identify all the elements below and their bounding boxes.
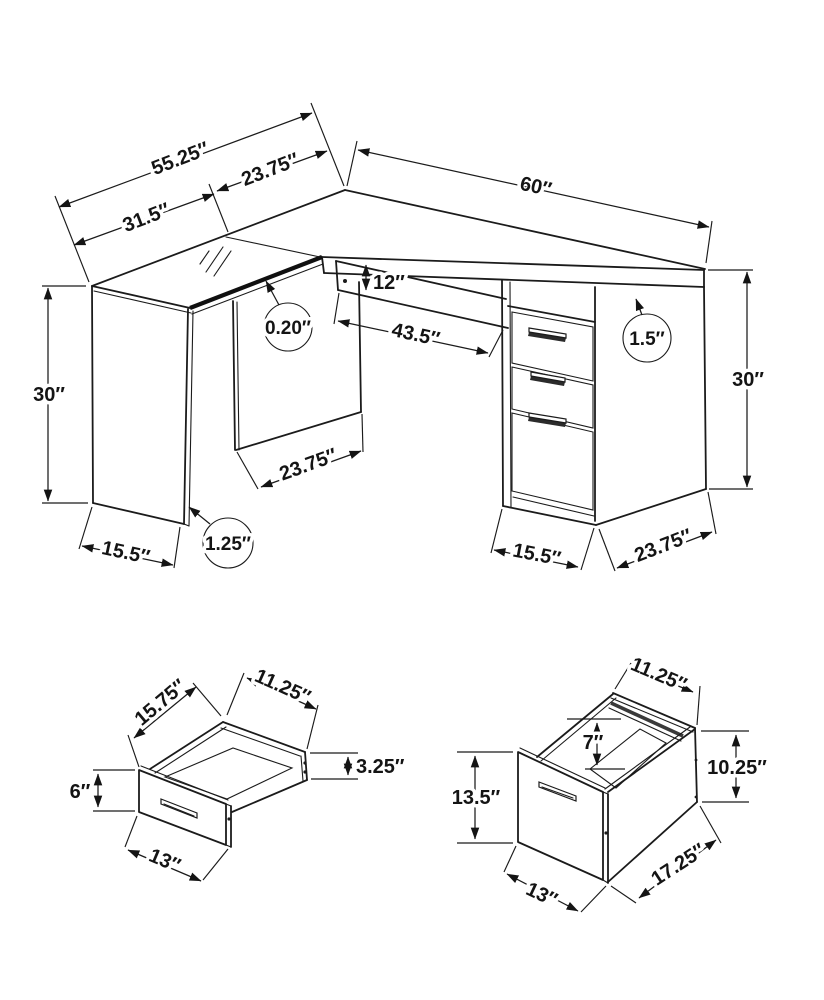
dim-small-drawer-front-width: 13″ (145, 844, 184, 878)
dim-desk-top-total: 55.25″ (148, 137, 213, 180)
dim-small-drawer-depth: 15.75″ (130, 675, 191, 731)
dim-small-drawer-side-height: 3.25″ (356, 756, 405, 778)
dim-desk-corner-section: 23.75″ (238, 148, 303, 191)
dim-file-drawer-side-depth: 17.25″ (647, 839, 710, 891)
dim-file-drawer-back-height: 10.25″ (707, 757, 767, 779)
dim-file-drawer-front-height: 13.5″ (451, 787, 501, 809)
dim-small-drawer-front-height: 6″ (69, 781, 91, 803)
dim-right-side-depth: 23.75″ (631, 524, 696, 567)
dim-desk-height-left: 30″ (33, 384, 65, 406)
dim-desk-height-right: 30″ (732, 369, 764, 391)
apron-hole-dot (343, 279, 347, 283)
dim-partition-depth: 23.75″ (276, 444, 341, 486)
dim-small-drawer-back-width: 11.25″ (251, 664, 314, 709)
dim-file-drawer-inner-depth: 7″ (582, 732, 604, 754)
callout-panel-thickness: 1.25″ (204, 534, 252, 555)
dim-file-drawer-front-width: 13″ (522, 878, 561, 912)
dim-apron-height: 12″ (373, 272, 405, 294)
dim-left-panel-depth: 15.5″ (99, 537, 152, 569)
dim-file-drawer-back-width: 11.25″ (627, 653, 690, 697)
dim-desk-glass-section: 31.5″ (119, 198, 173, 237)
callout-glass-thickness: 0.20″ (264, 318, 312, 339)
dim-apron-width: 43.5″ (389, 319, 442, 351)
dim-desk-top-right-width: 60″ (517, 172, 554, 202)
dim-cabinet-front-width: 15.5″ (510, 539, 563, 571)
callout-top-thickness: 1.5″ (629, 329, 665, 350)
